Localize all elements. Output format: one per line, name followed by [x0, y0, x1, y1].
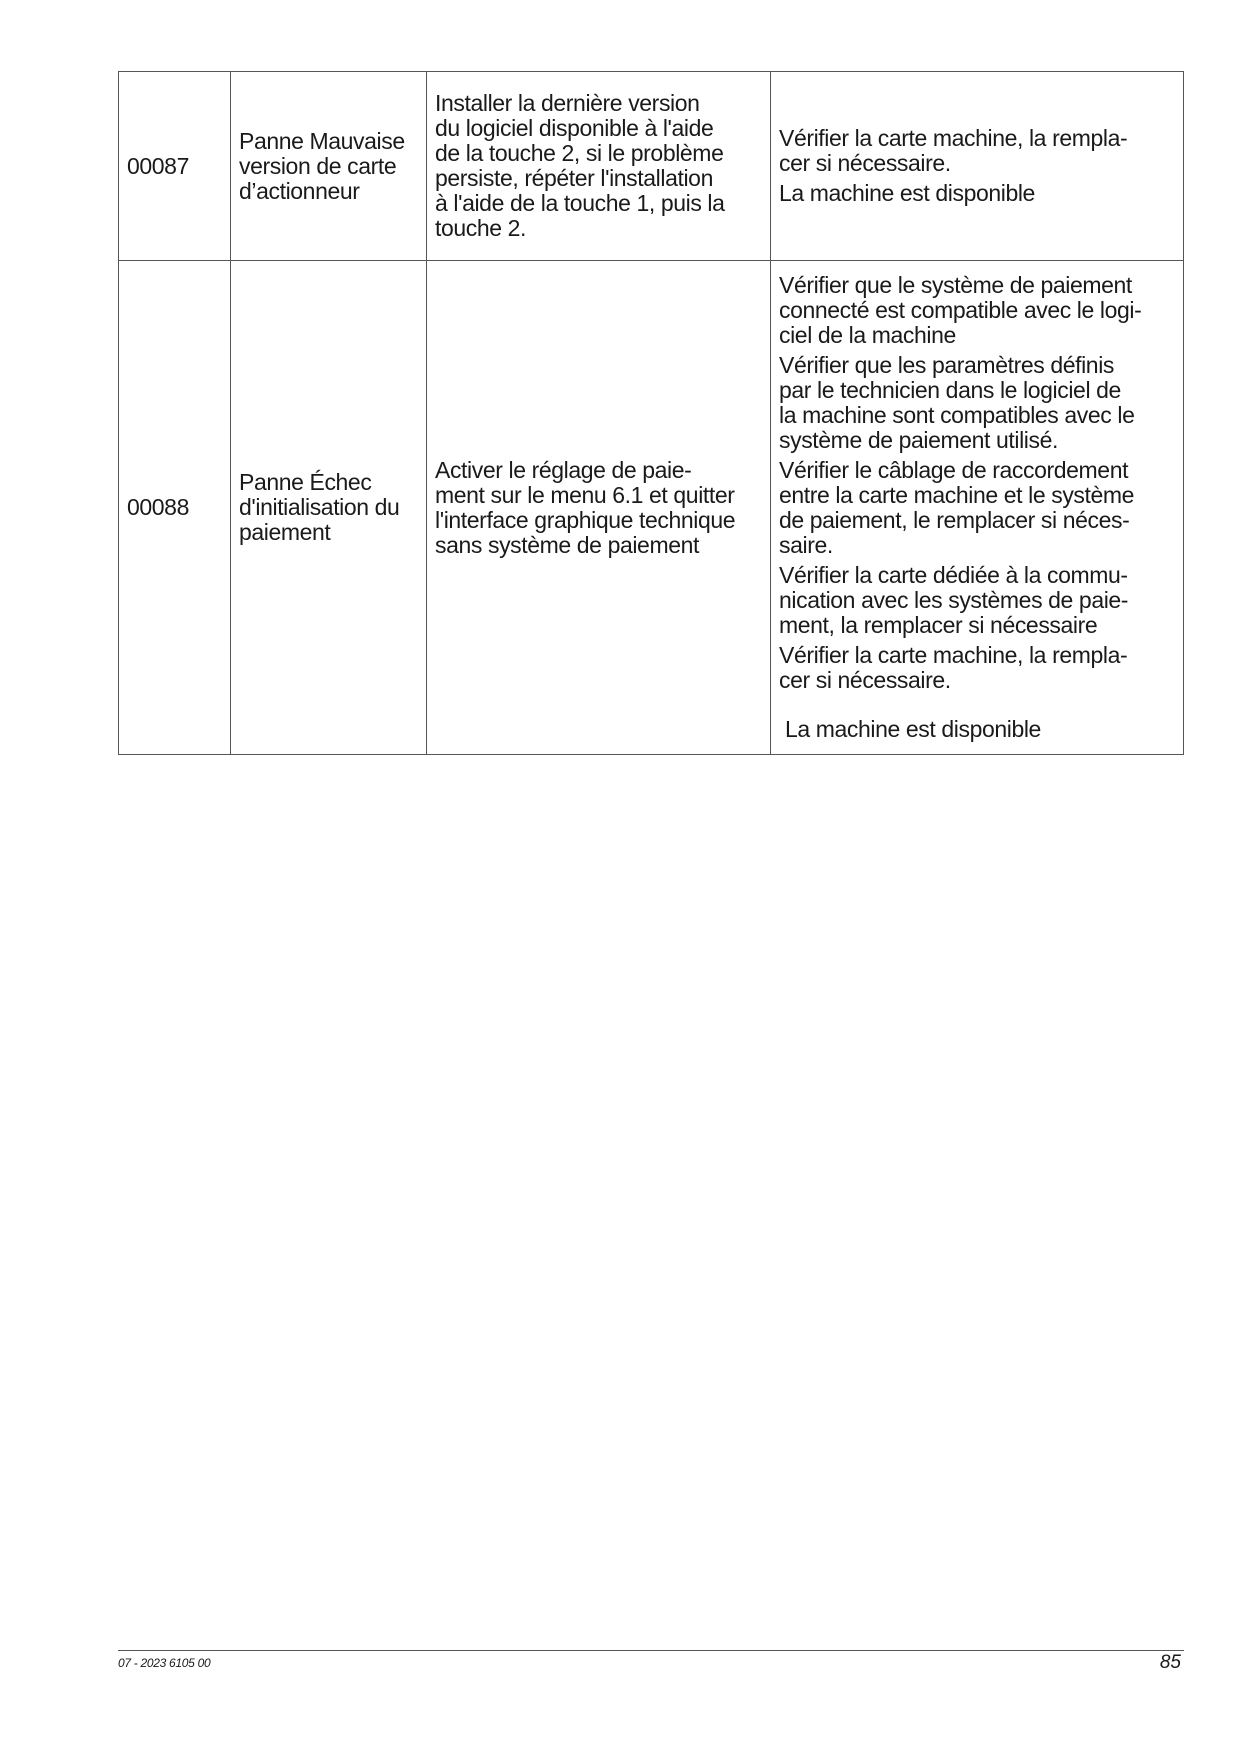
- description-line: Panne Mauvaise: [239, 127, 405, 154]
- check-line: La machine est disponible: [785, 716, 1041, 742]
- check-line: cer si nécessaire.: [779, 667, 951, 693]
- check-line: Vérifier que les paramètres définis: [779, 352, 1114, 378]
- check-line: cer si nécessaire.: [779, 150, 951, 176]
- action-line: ment sur le menu 6.1 et quitter: [435, 481, 735, 508]
- check-paragraph: [779, 126, 1175, 176]
- action-line: du logiciel disponible à l'aide: [435, 115, 714, 141]
- check-line: Vérifier la carte machine, la rempla-: [779, 642, 1128, 668]
- action-line: persiste, répéter l'installation: [435, 165, 713, 191]
- description-line: paiement: [239, 519, 331, 545]
- action-line: Activer le réglage de paie-: [435, 456, 692, 483]
- action-line: Installer la dernière version: [435, 90, 700, 116]
- check-line: Vérifier le câblage de raccordement: [779, 457, 1129, 483]
- check-line: La machine est disponible: [779, 180, 1035, 206]
- check-line: Vérifier la carte machine, la rempla-: [779, 125, 1128, 151]
- check-line: nication avec les systèmes de paie-: [779, 587, 1129, 613]
- fault-checks: [771, 72, 1184, 261]
- description-line: d'initialisation du: [239, 494, 400, 520]
- fault-checks: [771, 261, 1184, 755]
- footer-divider: [118, 1650, 1184, 1651]
- action-line: touche 2.: [435, 215, 527, 241]
- check-line: la machine sont compatibles avec le: [779, 402, 1135, 428]
- check-line: Vérifier que le système de paiement: [779, 272, 1132, 298]
- description-line: Panne Échec: [239, 469, 372, 495]
- description-line: d’actionneur: [239, 177, 360, 204]
- check-paragraph: [779, 458, 1175, 558]
- check-paragraph: [779, 643, 1175, 693]
- fault-action: [427, 261, 771, 755]
- fault-table: [118, 71, 1184, 755]
- fault-description: [231, 261, 427, 755]
- fault-action: [427, 72, 771, 261]
- check-line: système de paiement utilisé.: [779, 427, 1058, 453]
- check-paragraph: [779, 273, 1175, 348]
- description-line: version de carte: [239, 152, 397, 179]
- table-row: [119, 72, 1184, 261]
- check-paragraph: [779, 717, 1175, 742]
- check-line: saire.: [779, 532, 833, 558]
- check-line: ciel de la machine: [779, 322, 956, 348]
- fault-code: [119, 72, 231, 261]
- table-row: [119, 261, 1184, 755]
- action-line: de la touche 2, si le problème: [435, 140, 724, 166]
- fault-code: [119, 261, 231, 755]
- action-line: l'interface graphique technique: [435, 506, 736, 533]
- fault-description: [231, 72, 427, 261]
- check-line: ment, la remplacer si nécessaire: [779, 612, 1098, 638]
- check-paragraph: [779, 563, 1175, 638]
- check-line: par le technicien dans le logiciel de: [779, 377, 1121, 403]
- check-line: de paiement, le remplacer si néces-: [779, 507, 1130, 533]
- check-line: Vérifier la carte dédiée à la commu-: [779, 562, 1128, 588]
- fault-code-text: 00087: [127, 152, 189, 179]
- check-paragraph: [779, 181, 1175, 206]
- check-line: connecté est compatible avec le logi-: [779, 297, 1142, 323]
- check-paragraph: [779, 353, 1175, 453]
- action-line: à l'aide de la touche 1, puis la: [435, 190, 725, 216]
- check-line: entre la carte machine et le système: [779, 482, 1135, 508]
- footer-doc-ref: 07 - 2023 6105 00: [118, 1656, 211, 1670]
- page-number: 85: [1159, 1652, 1181, 1673]
- fault-code-text: 00088: [127, 494, 189, 520]
- action-line: sans système de paiement: [435, 531, 699, 558]
